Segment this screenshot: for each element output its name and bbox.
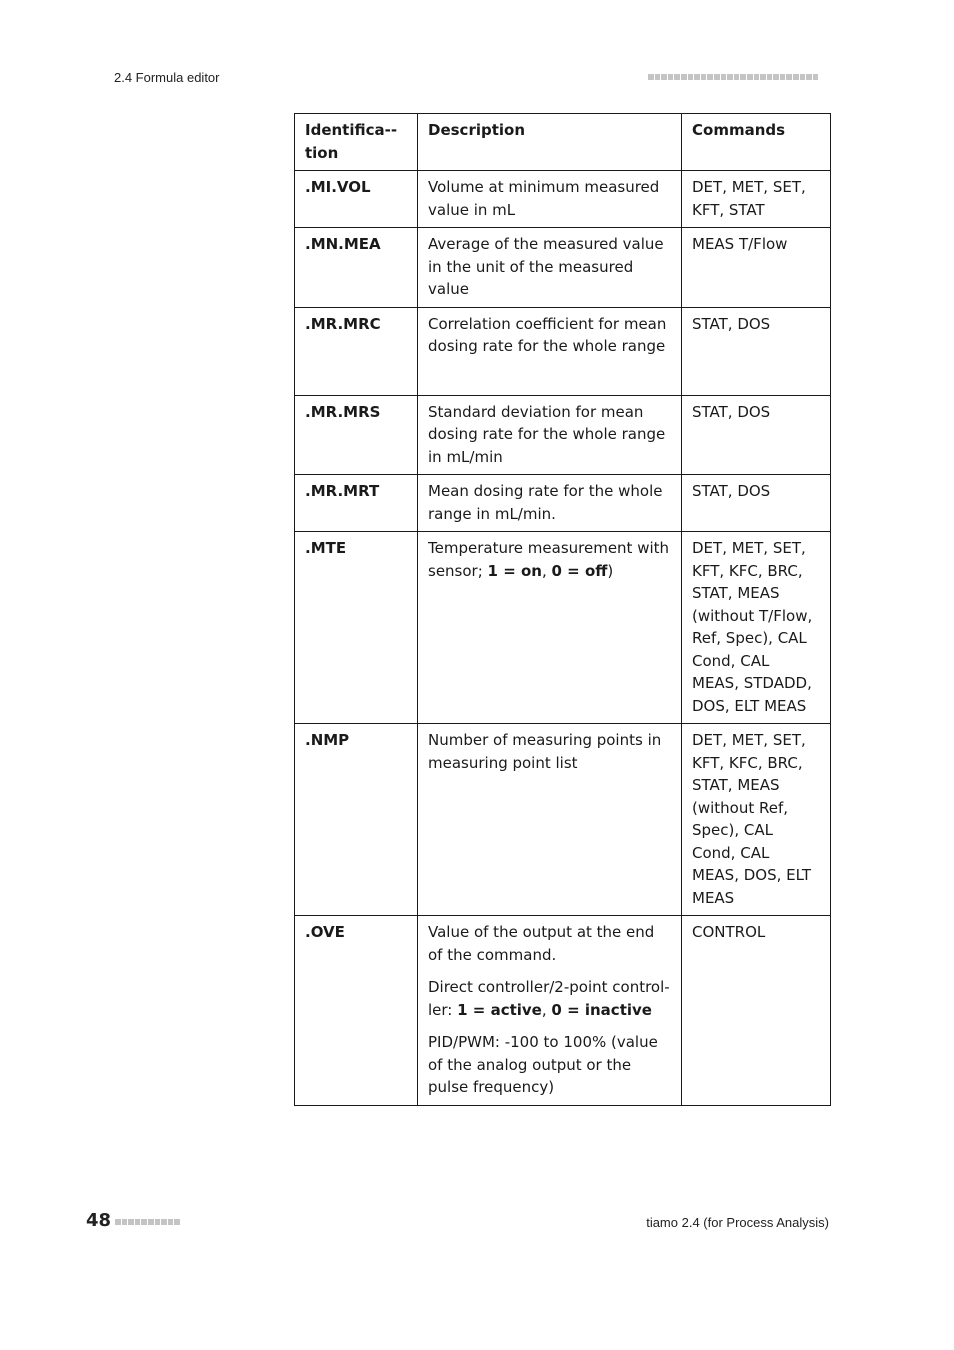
row-identification: .MR.MRC	[295, 307, 418, 395]
table-row	[295, 228, 831, 308]
row-description: Correlation coefficient for mean dosing rate for the whole range	[418, 307, 682, 395]
row-identification: .MN.MEA	[295, 228, 418, 308]
table-row	[295, 395, 831, 475]
row-commands: DET, MET, SET, KFT, KFC, BRC, STAT, MEAS (without Ref, Spec), CAL Cond, CAL MEAS, DOS, ELT MEAS	[682, 724, 831, 916]
row-identification: .NMP	[295, 724, 418, 916]
row-identification: .MR.MRS	[295, 395, 418, 475]
description-closing: )	[607, 561, 614, 580]
row-description: Average of the measured value in the unit of the measured value	[418, 228, 682, 308]
running-footer-product: tiamo 2.4 (for Process Analysis)	[646, 1215, 829, 1230]
row-commands: DET, MET, SET, KFT, KFC, BRC, STAT, MEAS (without T/Flow, Ref, Spec), CAL Cond, CAL MEAS, STDADD, DOS, ELT MEAS	[682, 532, 831, 724]
row-description	[418, 916, 682, 1106]
row-commands: STAT, DOS	[682, 307, 831, 395]
description-bold-on: 1 = on	[487, 561, 542, 580]
description-bold-off: 0 = off	[551, 561, 608, 580]
table-row	[295, 307, 831, 395]
table-row	[295, 475, 831, 532]
row-identification: .MI.VOL	[295, 171, 418, 228]
page-number: 48	[86, 1210, 112, 1231]
description-paragraph: PID/PWM: -100 to 100% (value of the analog output or the pulse frequency)	[428, 1033, 658, 1096]
description-text: Temperature measurement with sensor;	[428, 539, 670, 580]
description-bold-inactive: 0 = inactive	[551, 1000, 652, 1019]
row-commands: STAT, DOS	[682, 475, 831, 532]
table-header-row	[295, 114, 831, 171]
row-commands: STAT, DOS	[682, 395, 831, 475]
formula-variable-table	[294, 113, 831, 1106]
description-separator: ,	[541, 561, 552, 580]
column-header-description: Description	[418, 114, 682, 171]
column-header-identification: Identifica-tion	[295, 114, 418, 171]
row-identification: .OVE	[295, 916, 418, 1106]
running-header-section: 2.4 Formula editor	[114, 70, 220, 85]
row-description: Number of measuring points in measuring point list	[418, 724, 682, 916]
description-paragraph	[428, 976, 672, 1021]
description-paragraph: Value of the output at the end of the command.	[428, 923, 655, 964]
row-commands: CONTROL	[682, 916, 831, 1106]
table-row	[295, 532, 831, 724]
table-row	[295, 171, 831, 228]
row-commands: MEAS T/Flow	[682, 228, 831, 308]
row-identification: .MTE	[295, 532, 418, 724]
row-description: Volume at minimum measured value in mL	[418, 171, 682, 228]
row-commands: DET, MET, SET, KFT, STAT	[682, 171, 831, 228]
description-bold-active: 1 = active	[457, 1000, 542, 1019]
description-text: Direct controller/2-point controller:	[428, 978, 670, 1019]
row-description	[418, 532, 682, 724]
row-description: Mean dosing rate for the whole range in mL/min.	[418, 475, 682, 532]
row-identification: .MR.MRT	[295, 475, 418, 532]
column-header-commands: Commands	[682, 114, 831, 171]
header-decoration	[648, 74, 818, 80]
row-description: Standard deviation for mean dosing rate for the whole range in mL/min	[418, 395, 682, 475]
table-row	[295, 724, 831, 916]
description-separator: ,	[541, 1000, 552, 1019]
table-row	[295, 916, 831, 1106]
footer-decoration	[115, 1219, 180, 1225]
